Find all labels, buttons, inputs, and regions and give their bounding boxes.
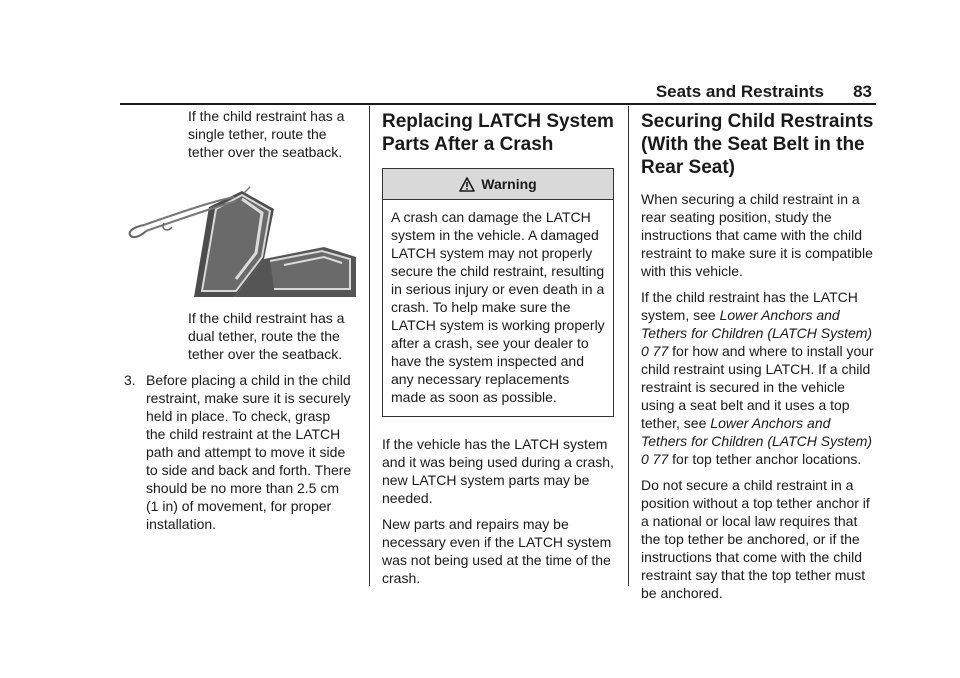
para-dual-tether: If the child restraint has a dual tether, route the the tether over the seatback. [188,310,345,362]
column-divider-1 [369,106,370,586]
cross-reference-link-1[interactable]: Lower Anchors and Tethers for Children (LATCH System) [641,307,873,341]
warning-header [383,169,613,200]
warning-text: A crash can damage the LATCH system in the vehicle. A damaged LATCH system may not properly secure the child restraint, resulting in serious injury or even death in a crash. To help make sure the LATCH system is working properly after a crash, see your dealer to have the system inspected and any necessary replacements made as soon as possible. [391,209,605,405]
text-run: for top tether anchor locations. [668,451,862,467]
step-text: Before placing a child in the child restraint, make sure it is securely held in place. To check, grasp the child restraint at the LATCH path and attempt to move it side to side and back and forth. There should be no more than 2.5 cm (1 in) of movement, for proper installation. [146,372,352,532]
text-run: for how and where to install your child restraint using LATCH. If a child restraint is secured in the vehicle using a seat belt and it uses a top tether, see [641,343,874,431]
page-header [120,82,876,104]
section-heading-securing-child-restraints: Securing Child Restraints (With the Seat Belt in the Rear Seat) [641,111,874,178]
page-number: 83 [853,82,872,101]
para-latch-used: If the vehicle has the LATCH system and it was being used during a crash, new LATCH system parts may be needed. [382,436,614,506]
step-3 [124,371,356,533]
child-seat-tether-illustration [124,179,356,297]
para-top-tether-law: Do not secure a child restraint in a position without a top tether anchor if a national or local law requires that the top tether be anchored, or if the instructions that come with the child restraint say that the top tether must be anchored. [641,477,870,601]
section-title: Seats and Restraints [655,82,824,101]
column-1 [124,107,356,533]
step-number: 3. [124,372,136,388]
section-heading-replacing-latch: Replacing LATCH System Parts After a Crash [382,111,614,155]
warning-title: Warning [481,176,537,192]
cross-reference-link-2[interactable]: Lower Anchors and Tethers for Children (LATCH System) [641,415,873,449]
para-latch-reference [641,288,879,468]
page-reference-2[interactable]: 0 77 [641,451,669,467]
para-single-tether: If the child restraint has a single tether, route the tether over the seatback. [188,108,345,160]
header-rule [120,103,876,105]
text-run: If the child restraint has the LATCH system, see [641,289,858,323]
page-reference-1[interactable]: 0 77 [641,343,669,359]
column-2 [382,110,614,595]
warning-triangle-icon [459,177,475,192]
column-divider-2 [628,106,629,586]
column-3 [641,110,879,610]
warning-box [382,168,614,417]
para-latch-not-used: New parts and repairs may be necessary even if the LATCH system was not being used at the time of the crash. [382,516,612,586]
para-compatibility: When securing a child restraint in a rear seating position, study the instructions that came with the child restraint to make sure it is compatible with this vehicle. [641,191,873,279]
